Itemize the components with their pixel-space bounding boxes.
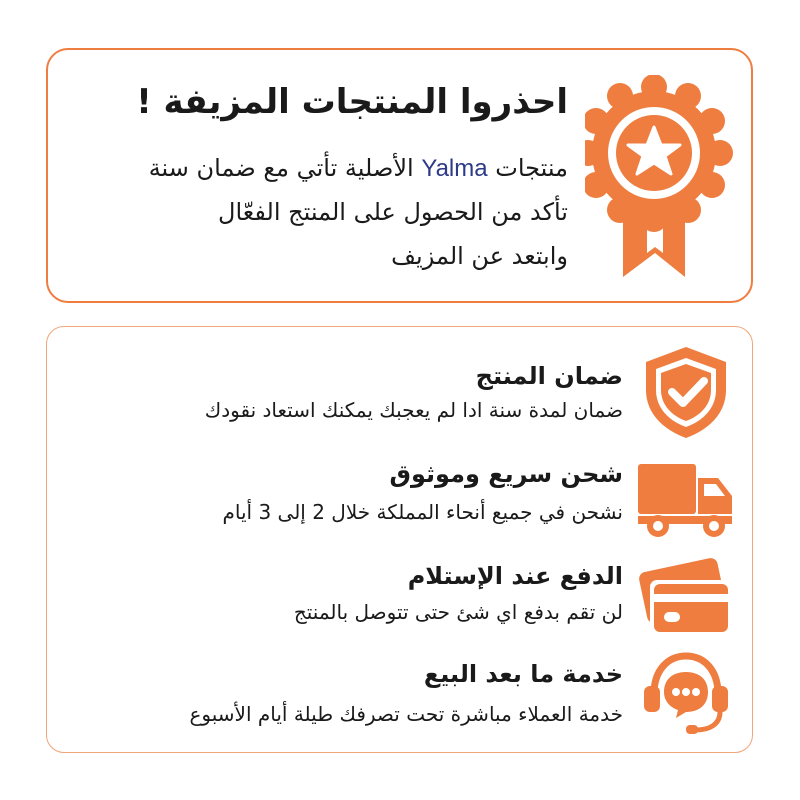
warning-line-1-prefix: منتجات [495, 154, 568, 182]
warning-line-1-suffix: الأصلية تأتي مع ضمان سنة [148, 154, 414, 182]
feature-desc-shipping: نشحن في جميع أنحاء المملكة خلال 2 إلى 3 أيام [222, 500, 623, 524]
feature-desc-warranty: ضمان لمدة سنة ادا لم يعجبك يمكنك استعاد نقودك [204, 398, 623, 422]
payment-cards-icon [636, 548, 736, 648]
feature-desc-support: خدمة العملاء مباشرة تحت تصرفك طيلة أيام الأسبوع [189, 702, 623, 726]
brand-name: Yalma [421, 155, 488, 182]
feature-title-cod: الدفع عند الإستلام [407, 562, 623, 590]
award-ribbon-star-icon [585, 75, 745, 285]
feature-desc-cod: لن تقم بدفع اي شئ حتى تتوصل بالمنتج [293, 600, 623, 624]
warning-line-3: وابتعد عن المزيف [391, 242, 568, 270]
feature-title-shipping: شحن سريع وموثوق [389, 460, 623, 488]
customer-support-headset-icon [636, 644, 736, 744]
feature-title-support: خدمة ما بعد البيع [423, 660, 623, 688]
warning-line-2: تأكد من الحصول على المنتج الفعّال [218, 198, 568, 226]
warning-title: احذروا المنتجات المزيفة ! [136, 82, 568, 122]
delivery-truck-icon [636, 452, 736, 552]
feature-title-warranty: ضمان المنتج [475, 362, 623, 390]
shield-check-icon [636, 342, 736, 442]
warning-line-1 [149, 156, 568, 181]
